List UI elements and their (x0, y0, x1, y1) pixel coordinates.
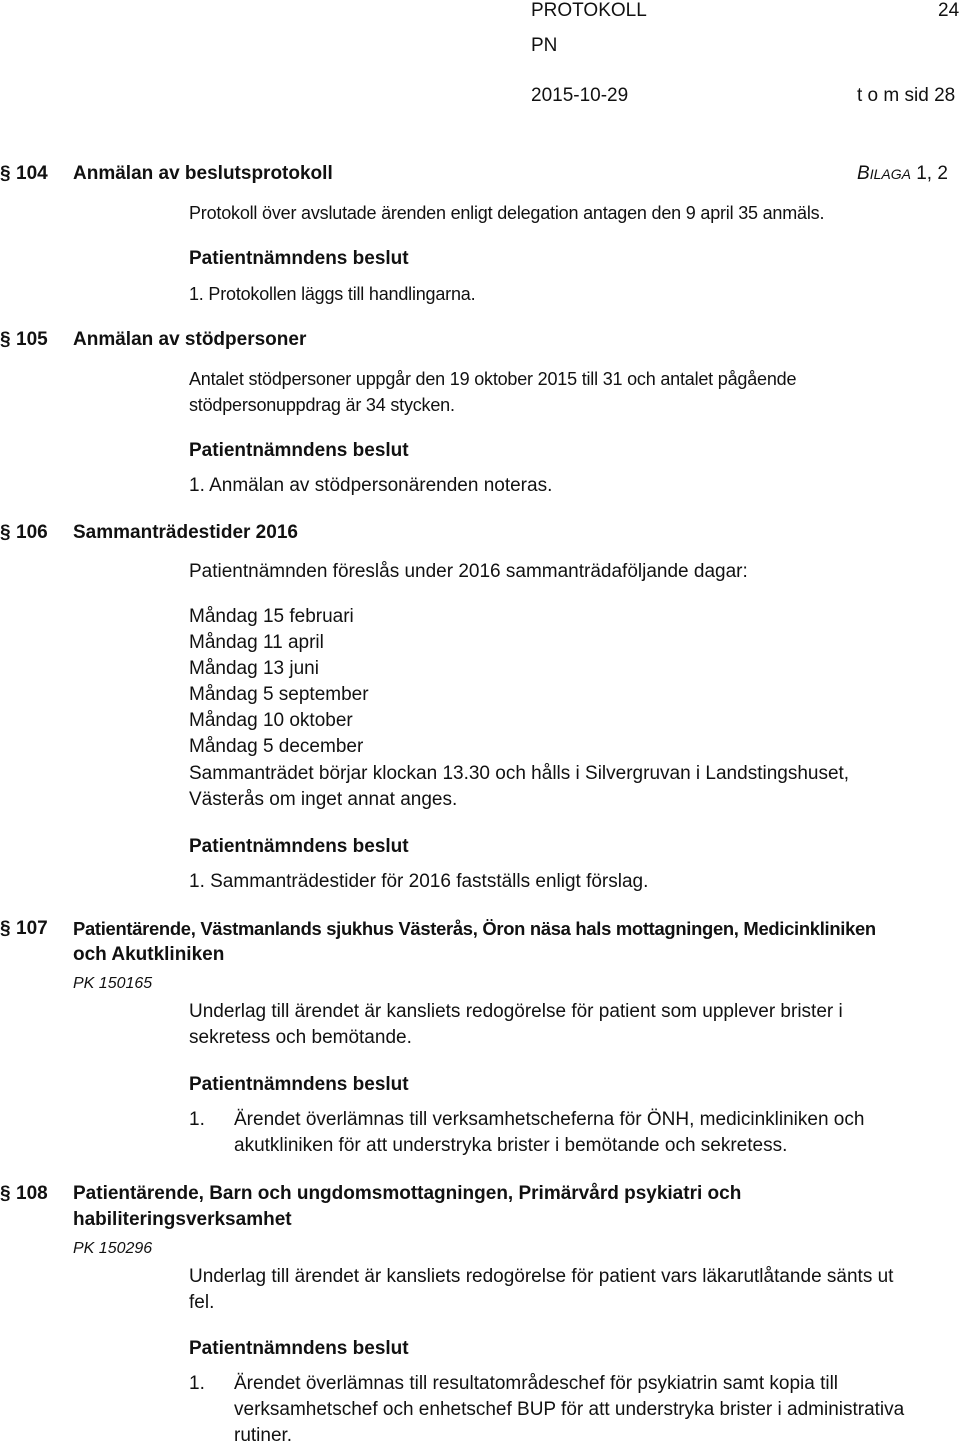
section-body: Protokoll över avslutade ärenden enligt delegation antagen den 9 april 35 anmäls. (189, 203, 825, 223)
decision-heading: Patientnämndens beslut (189, 248, 409, 269)
section-title-line: Patientärende, Barn och ungdomsmottagningen, Primärvård psykiatri och (73, 1183, 742, 1204)
section-body-line: fel. (189, 1292, 215, 1313)
section-body-line: stödpersonuppdrag är 34 stycken. (189, 395, 455, 415)
section-title: Anmälan av beslutsprotokoll (73, 163, 333, 184)
meeting-date: 2015-10-29 (531, 85, 629, 106)
decision-item: 1. Protokollen läggs till handlingarna. (189, 284, 476, 304)
section-title: Sammanträdestider 2016 (73, 522, 298, 543)
meeting-note-line: Sammanträdet börjar klockan 13.30 och hålls i Silvergruvan i Landstingshuset, (189, 763, 850, 784)
section-title-line: och Akutkliniken (73, 944, 225, 965)
section-body-line: Underlag till ärendet är kansliets redogörelse för patient som upplever brister i (189, 1001, 843, 1022)
decision-line: Ärendet överlämnas till verksamhetscheferna för ÖNH, medicinkliniken och (234, 1109, 865, 1130)
section-symbol: § (0, 918, 11, 939)
meeting-date-item: Måndag 11 april (189, 632, 324, 653)
decision-line: Ärendet överlämnas till resultatområdeschef för psykiatrin samt kopia till (234, 1373, 839, 1394)
section-number: 107 (16, 918, 48, 939)
section-intro: Patientnämnden föreslås under 2016 sammanträdaföljande dagar: (189, 561, 748, 582)
meeting-date-item: Måndag 15 februari (189, 606, 354, 627)
meeting-date-item: Måndag 5 december (189, 736, 364, 757)
section-number: 106 (16, 522, 48, 543)
decision-heading: Patientnämndens beslut (189, 440, 409, 461)
decision-heading: Patientnämndens beslut (189, 836, 409, 857)
decision-item: 1. Anmälan av stödpersonärenden noteras. (189, 475, 553, 496)
section-body-line: sekretess och bemötande. (189, 1027, 412, 1048)
section-number: 105 (16, 329, 48, 350)
page-number: 24 (938, 0, 960, 21)
case-number: PK 150165 (73, 975, 153, 992)
organization: PN (531, 35, 558, 56)
section-title-line: habiliteringsverksamhet (73, 1209, 292, 1230)
page-range: t o m sid 28 (857, 85, 956, 106)
section-body-line: Antalet stödpersoner uppgår den 19 oktober 2015 till 31 och antalet pågående (189, 369, 797, 389)
attachment-reference (857, 161, 948, 187)
case-number: PK 150296 (73, 1240, 153, 1257)
meeting-date-item: Måndag 10 oktober (189, 710, 353, 731)
section-symbol: § (0, 163, 11, 184)
section-number: 108 (16, 1183, 48, 1204)
decision-number: 1. (189, 1373, 205, 1394)
section-title: Anmälan av stödpersoner (73, 329, 307, 350)
section-body-line: Underlag till ärendet är kansliets redogörelse för patient vars läkarutlåtande sänts ut (189, 1266, 894, 1287)
decision-number: 1. (189, 1109, 205, 1130)
section-symbol: § (0, 1183, 11, 1204)
meeting-date-item: Måndag 5 september (189, 684, 369, 705)
decision-line: verksamhetschef och enhetschef BUP för att understryka brister i administrativa (234, 1399, 905, 1420)
attachment-numbers: 1, 2 (916, 163, 948, 184)
decision-heading: Patientnämndens beslut (189, 1338, 409, 1359)
document-type: PROTOKOLL (531, 0, 647, 21)
section-title-line: Patientärende, Västmanlands sjukhus Västerås, Öron näsa hals mottagningen, Medicinkliniken (73, 918, 876, 939)
attachment-word: ILAGA (869, 166, 911, 182)
decision-line: rutiner. (234, 1425, 293, 1446)
decision-item: 1. Sammanträdestider för 2016 fastställs enligt förslag. (189, 871, 649, 892)
decision-heading: Patientnämndens beslut (189, 1074, 409, 1095)
section-symbol: § (0, 522, 11, 543)
attachment-prefix: B (857, 163, 870, 184)
meeting-date-item: Måndag 13 juni (189, 658, 319, 679)
meeting-note-line: Västerås om inget annat anges. (189, 789, 458, 810)
decision-line: akutkliniken för att understryka brister i bemötande och sekretess. (234, 1135, 788, 1156)
section-number: 104 (16, 163, 48, 184)
section-symbol: § (0, 329, 11, 350)
